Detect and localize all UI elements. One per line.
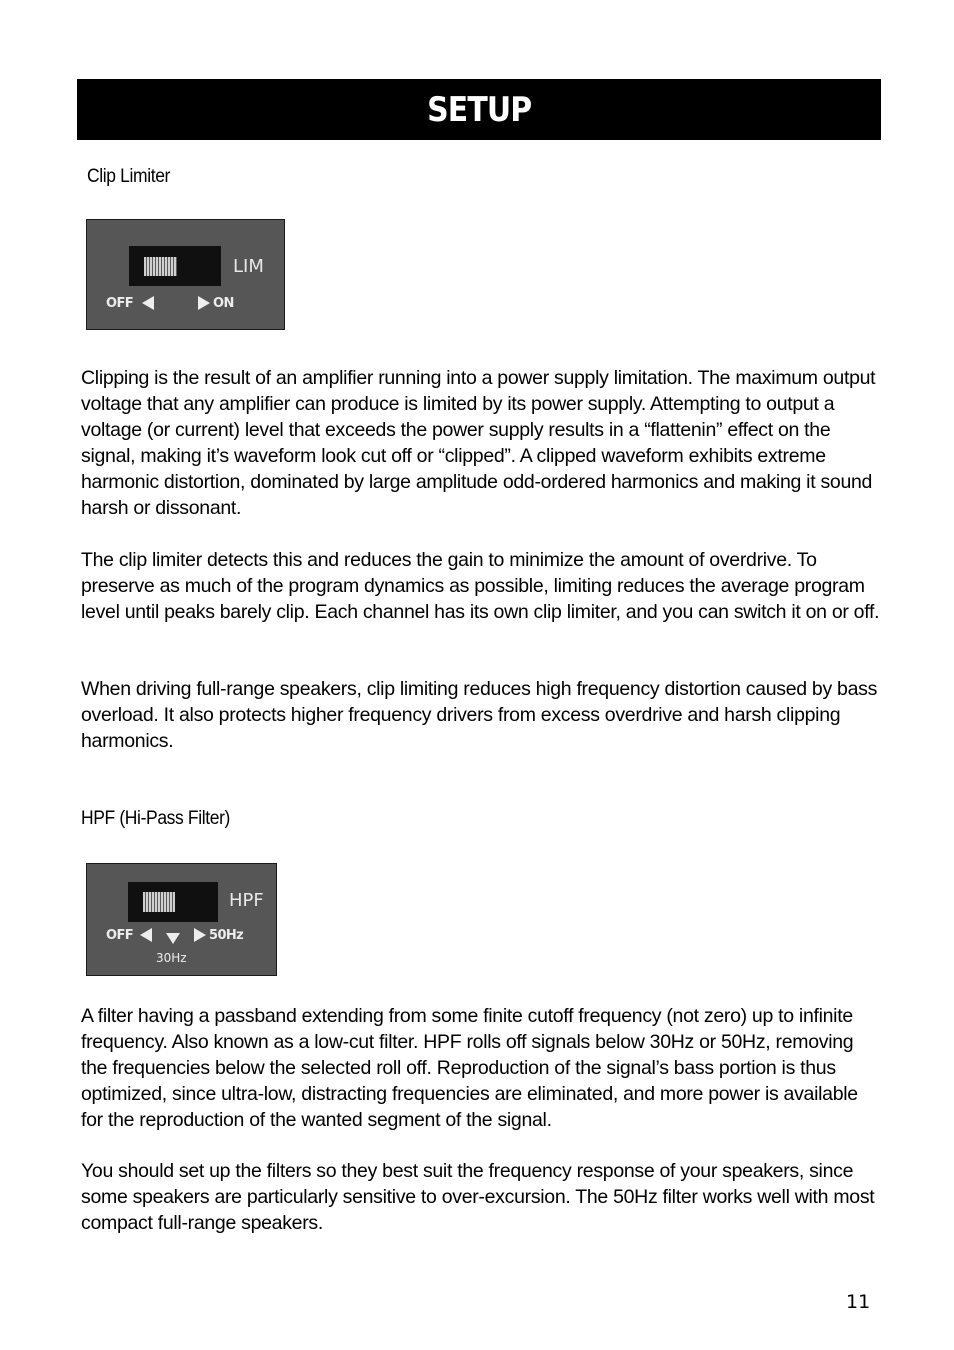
page-title: SETUP	[426, 89, 532, 130]
page-number: 11	[846, 1291, 871, 1313]
hpf-switch-knob	[143, 892, 175, 912]
hpf-50hz-label: 50Hz	[209, 928, 244, 943]
hpf-switch-slot	[128, 882, 218, 922]
lim-off-label: OFF	[106, 296, 134, 311]
clip-limiter-heading: Clip Limiter	[87, 166, 171, 187]
title-banner	[77, 79, 881, 140]
clip-limiter-paragraph: When driving full-range speakers, clip limiting reduces high frequency distortion caused by bass overload. It also protects higher frequency drivers from excess overdrive and harsh clipping harmonics.	[81, 678, 878, 752]
hpf-30hz-label: 30Hz	[156, 951, 187, 965]
lim-on-label: ON	[213, 296, 234, 311]
hpf-paragraph: A filter having a passband extending from some finite cutoff frequency (not zero) up to infinite frequency. Also known as a low-cut filter. HPF rolls off signals below 30Hz or 50Hz, removing the frequencies below the selected roll off. Reproduction of the signal’s bass portion is thus optimized, since ultra-low, distracting frequencies are eliminated, and more power is available for the reproduction of the wanted segment of the signal.	[81, 1005, 858, 1131]
hpf-paragraph: You should set up the filters so they best suit the frequency response of your speakers, since some speakers are particularly sensitive to over-excursion. The 50Hz filter works well with most compact full-range speakers.	[81, 1160, 875, 1234]
arrow-right-icon	[194, 928, 206, 942]
clip-limiter-switch-panel	[86, 219, 285, 330]
arrow-down-icon	[166, 933, 180, 944]
lim-label: LIM	[233, 256, 264, 277]
lim-switch-knob	[144, 257, 177, 276]
hpf-label: HPF	[229, 890, 264, 911]
clip-limiter-paragraph: The clip limiter detects this and reduces the gain to minimize the amount of overdrive. To preserve as much of the program dynamics as possible, limiting reduces the average program level until peaks barely clip. Each channel has its own clip limiter, and you can switch it on or off.	[81, 549, 880, 623]
clip-limiter-paragraph: Clipping is the result of an amplifier running into a power supply limitation. The maximum output voltage that any amplifier can produce is limited by its power supply. Attempting to output a voltage (or current) level that exceeds the power supply results in a “flattenin” effect on the signal, making it’s waveform look cut off or “clipped”. A clipped waveform exhibits extreme harmonic distortion, dominated by large amplitude odd-ordered harmonics and making it sound harsh or dissonant.	[81, 367, 876, 519]
hpf-switch-panel	[86, 863, 277, 976]
arrow-left-icon	[140, 928, 152, 942]
hpf-off-label: OFF	[106, 928, 134, 943]
lim-switch-slot	[129, 246, 221, 286]
arrow-left-icon	[142, 296, 154, 310]
arrow-right-icon	[198, 296, 210, 310]
hpf-heading: HPF (Hi-Pass Filter)	[81, 808, 230, 829]
